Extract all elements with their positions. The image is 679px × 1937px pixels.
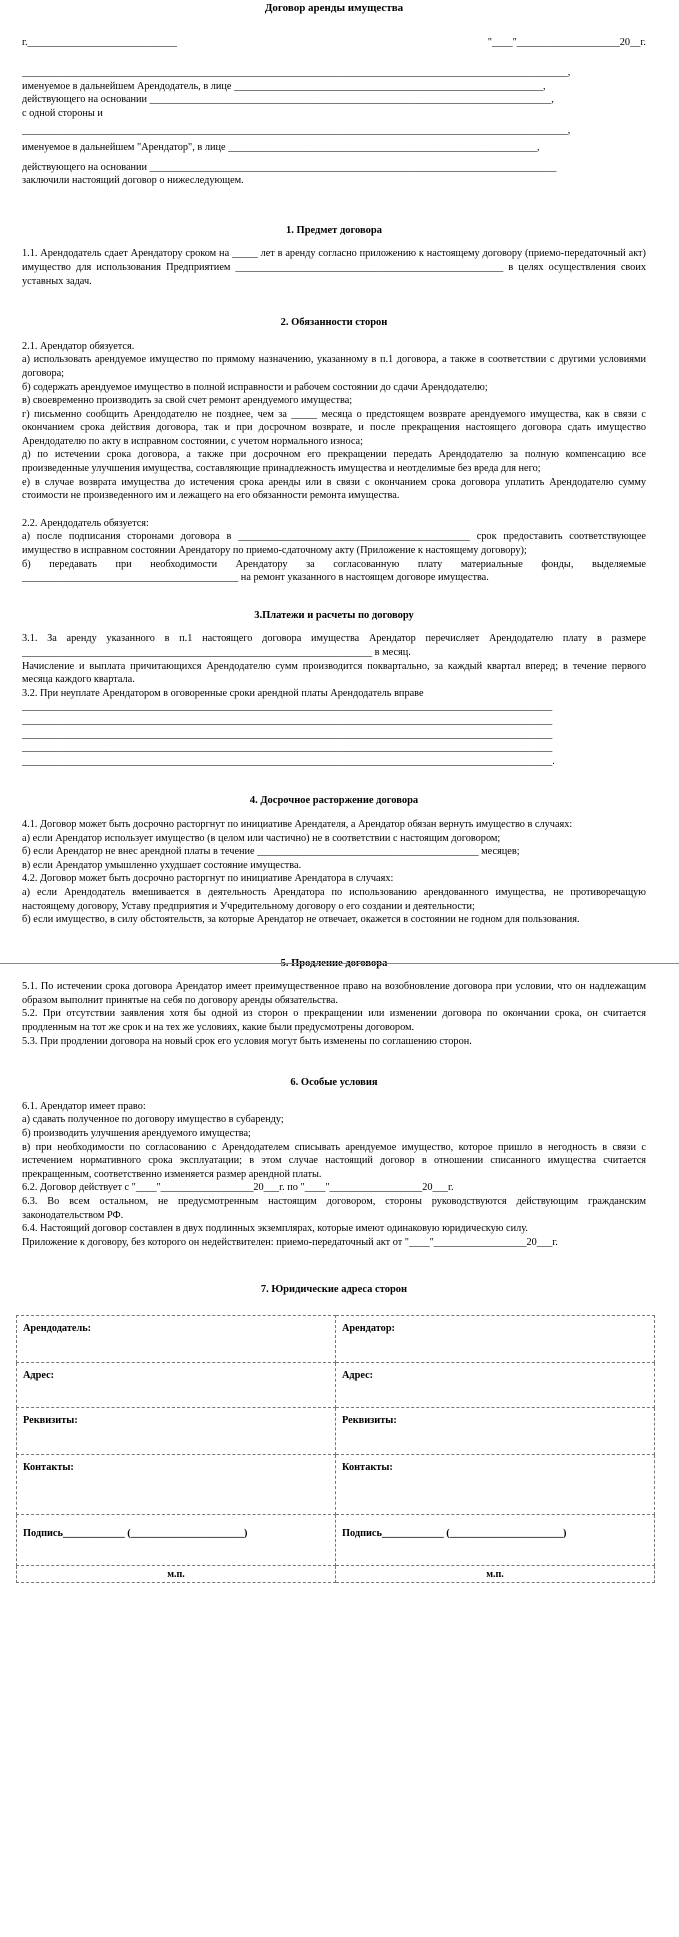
preamble-line: с одной стороны и [22,107,103,119]
clause-1-1: 1.1. Арендодатель сдает Арендатору сроком на _____ лет в аренду согласно приложению к настоящему договору (приемо-передаточный акт) имущество для использования Предприятием ____________________________________________________ в целях осуществления своих уставных задач. [22,248,646,287]
clause-2-1-v: в) своевременно производить за свой счет ремонт арендуемого имущества; [22,395,353,407]
lessor-label: Арендодатель: [17,1315,336,1362]
clause-2-1-a: а) использовать арендуемое имущество по прямому назначению, указанному в п.1 договора, а также в соответствии с другими условиями договора; [22,354,646,379]
blank-line: _______________________________________________________________________________________________________. [22,755,555,767]
page-divider [0,963,679,964]
clause-4-2: 4.2. Договор может быть досрочно расторгнут по инициативе Арендатора в случаях: [22,873,394,885]
preamble-line: действующего на основании _______________________________________________________________________________ [22,161,557,173]
clause-2-2: 2.2. Арендодатель обязуется: [22,517,149,529]
clause-2-1: 2.1. Арендатор обязуется. [22,340,135,352]
clause-4-1-b: б) если Арендатор не внес арендной платы в течение ___________________________________________ месяцев; [22,846,520,858]
section-2-heading: 2. Обязанности сторон [280,317,388,329]
lessee-signature: Подпись____________ (______________________) [336,1514,655,1565]
clause-4-1-v: в) если Арендатор умышленно ухудшает состояние имущества. [22,859,302,871]
clause-6-1-v: в) при необходимости по согласованию с Арендодателем списывать арендуемое имущество, которое пришло в негодность в связи с истечением нормативного срока эксплуатации; в этом случае настоящий договор в отношении списанного имущества считается прекращенным, соответственно изменяется размер арендной платы. [22,1141,646,1180]
clause-6-1-a: а) сдавать полученное по договору имущество в субаренду; [22,1114,284,1126]
clause-2-1-d: д) по истечении срока договора, а также при досрочном его прекращении передать Арендодателю за полную компенсацию все произведенные улучшения имущества, составляющие принадлежность имущества и неотделимые без вреда для него; [22,449,646,475]
lessor-address-label: Адрес: [17,1362,336,1407]
preamble [22,66,646,188]
blank-line: _______________________________________________________________________________________________________ [22,714,553,726]
preamble-line: именуемое в дальнейшем "Арендатор", в лице ____________________________________________________________, [22,141,540,153]
clause-2-1-e: е) в случае возврата имущества до истечения срока аренды или в связи с окончанием срока договора уплатить Арендодателю сумму стоимости не произведенного им и лежащего на его обязанности ремонта имущества. [22,476,646,502]
lessor-contacts-label: Контакты: [17,1454,336,1514]
clause-3-1-b: Начисление и выплата причитающихся Арендодателю сумм производится поквартально, за каждый квартал вперед; в течение первого месяца каждого квартала. [22,660,646,686]
blank-line: _______________________________________________________________________________________________________ [22,701,553,713]
document-title: Договор аренды имущества [264,2,404,14]
place-date-row [22,36,646,50]
city-line: г._____________________________ [22,37,177,48]
clause-6-1: 6.1. Арендатор имеет право: [22,1100,146,1112]
preamble-line: именуемое в дальнейшем Арендодатель, в лице ____________________________________________________________, [22,80,546,92]
lessor-requisites-label: Реквизиты: [17,1407,336,1454]
clause-2-1-g: г) письменно сообщить Арендодателю не позднее, чем за _____ месяца о предстоящем возврате арендуемого имущества, как в связи с окончанием срока действия договора, так и при досрочном возврате, и после прекращения настоящего договора сдать имущество Арендодателю по акту в исправном состоянии, с учетом нормального износа; [22,408,646,447]
lessee-requisites-label: Реквизиты: [336,1407,655,1454]
addresses-table [16,1315,655,1583]
lessor-signature: Подпись____________ (______________________) [17,1514,336,1565]
preamble-line: действующего на основании ______________________________________________________________________________, [22,94,554,106]
clause-5-3: 5.3. При продлении договора на новый срок его условия могут быть изменены по соглашению сторон. [22,1035,472,1047]
clause-6-1-b: б) производить улучшения арендуемого имущества; [22,1128,251,1140]
blank-line: _______________________________________________________________________________________________________ [22,728,553,740]
blank-line: _______________________________________________________________________________________________________ [22,742,553,754]
section-5-heading: 5. Продление договора [280,957,388,969]
clause-4-2-a: а) если Арендодатель вмешивается в деятельность Арендатора по использованию арендованного имущества, не противоречащую настоящему договору, Уставу предприятия и Учредительному договору о его создании и деятельности; [22,886,646,912]
lessee-address-label: Адрес: [336,1362,655,1407]
clause-4-1-a: а) если Арендатор использует имущество (в целом или частично) не в соответствии с настоящим договором; [22,832,501,844]
preamble-line: __________________________________________________________________________________________________________, [22,125,571,137]
lessor-stamp: м.п. [17,1565,336,1582]
clause-5-2: 5.2. При отсутствии заявления хотя бы одной из сторон о прекращении или изменении договора по окончании срока, он считается продленным на тот же срок и на тех же условиях, какие были предусмотрены договором. [22,1008,646,1034]
clause-5-1: 5.1. По истечении срока договора Арендатор имеет преимущественное право на возобновление договора при условии, что он надлежащим образом выполнит принятые на себя по договору аренды обязательства. [22,981,646,1006]
lessee-label: Арендатор: [336,1315,655,1362]
section-6-heading: 6. Особые условия [290,1077,378,1089]
clause-4-1: 4.1. Договор может быть досрочно расторгнут по инициативе Арендателя, а Арендатор обязан вернуть имущество в случаях: [22,818,573,830]
document [22,0,646,1583]
clause-6-2: 6.2. Договор действует с "____"__________________20___г. по "____"__________________20___г. [22,1182,454,1194]
clause-2-1-b: б) содержать арендуемое имущество в полной исправности и рабочем состоянии до сдачи Арендодателю; [22,381,488,393]
clause-6-4: 6.4. Настоящий договор составлен в двух подлинных экземплярах, которые имеют одинаковую юридическую силу. [22,1223,528,1235]
preamble-line: __________________________________________________________________________________________________________, [22,67,571,78]
section-1-heading: 1. Предмет договора [286,224,382,236]
clause-3-2: 3.2. При неуплате Арендатором в оговоренные сроки арендной платы Арендодатель вправе [22,687,424,699]
section-3-heading: 3.Платежи и расчеты по договору [254,609,414,621]
blank-lines [22,700,646,768]
clause-3-1: 3.1. За аренду указанного в п.1 настоящего договора имущества Арендатор перечисляет Арендодателю плату в размере ____________________________________________________________________ в месяц. [22,633,646,658]
clause-6-3: 6.3. Во всем остальном, не предусмотренным настоящим договором, стороны руководствуются действующим гражданским законодательством РФ. [22,1196,646,1221]
preamble-line: заключили настоящий договор о нижеследующем. [22,175,244,187]
clause-2-2-b: б) передавать при необходимости Арендатору за согласованную плату материальные фонды, выделяемые __________________________________________ на ремонт указанного в настоящем договоре имущества. [22,558,646,584]
clause-4-2-b: б) если имущество, в силу обстоятельств, за которые Арендатор не отвечает, окажется в состоянии не годном для пользования. [22,914,580,926]
section-7-heading: 7. Юридические адреса сторон [260,1284,408,1296]
lessee-contacts-label: Контакты: [336,1454,655,1514]
appendix-note: Приложение к договору, без которого он недействителен: приемо-передаточный акт от "____"__________________20___г. [22,1236,558,1248]
clause-2-2-a: а) после подписания сторонами договора в _____________________________________________ срок предоставить соответствующее имущество в исправном состоянии Арендатору по приемо-сдаточному акту (Приложение к настоящему договору); [22,531,646,557]
date-line: "____"____________________20__г. [487,37,646,48]
lessee-stamp: м.п. [336,1565,655,1582]
section-4-heading: 4. Досрочное расторжение договора [249,795,419,807]
